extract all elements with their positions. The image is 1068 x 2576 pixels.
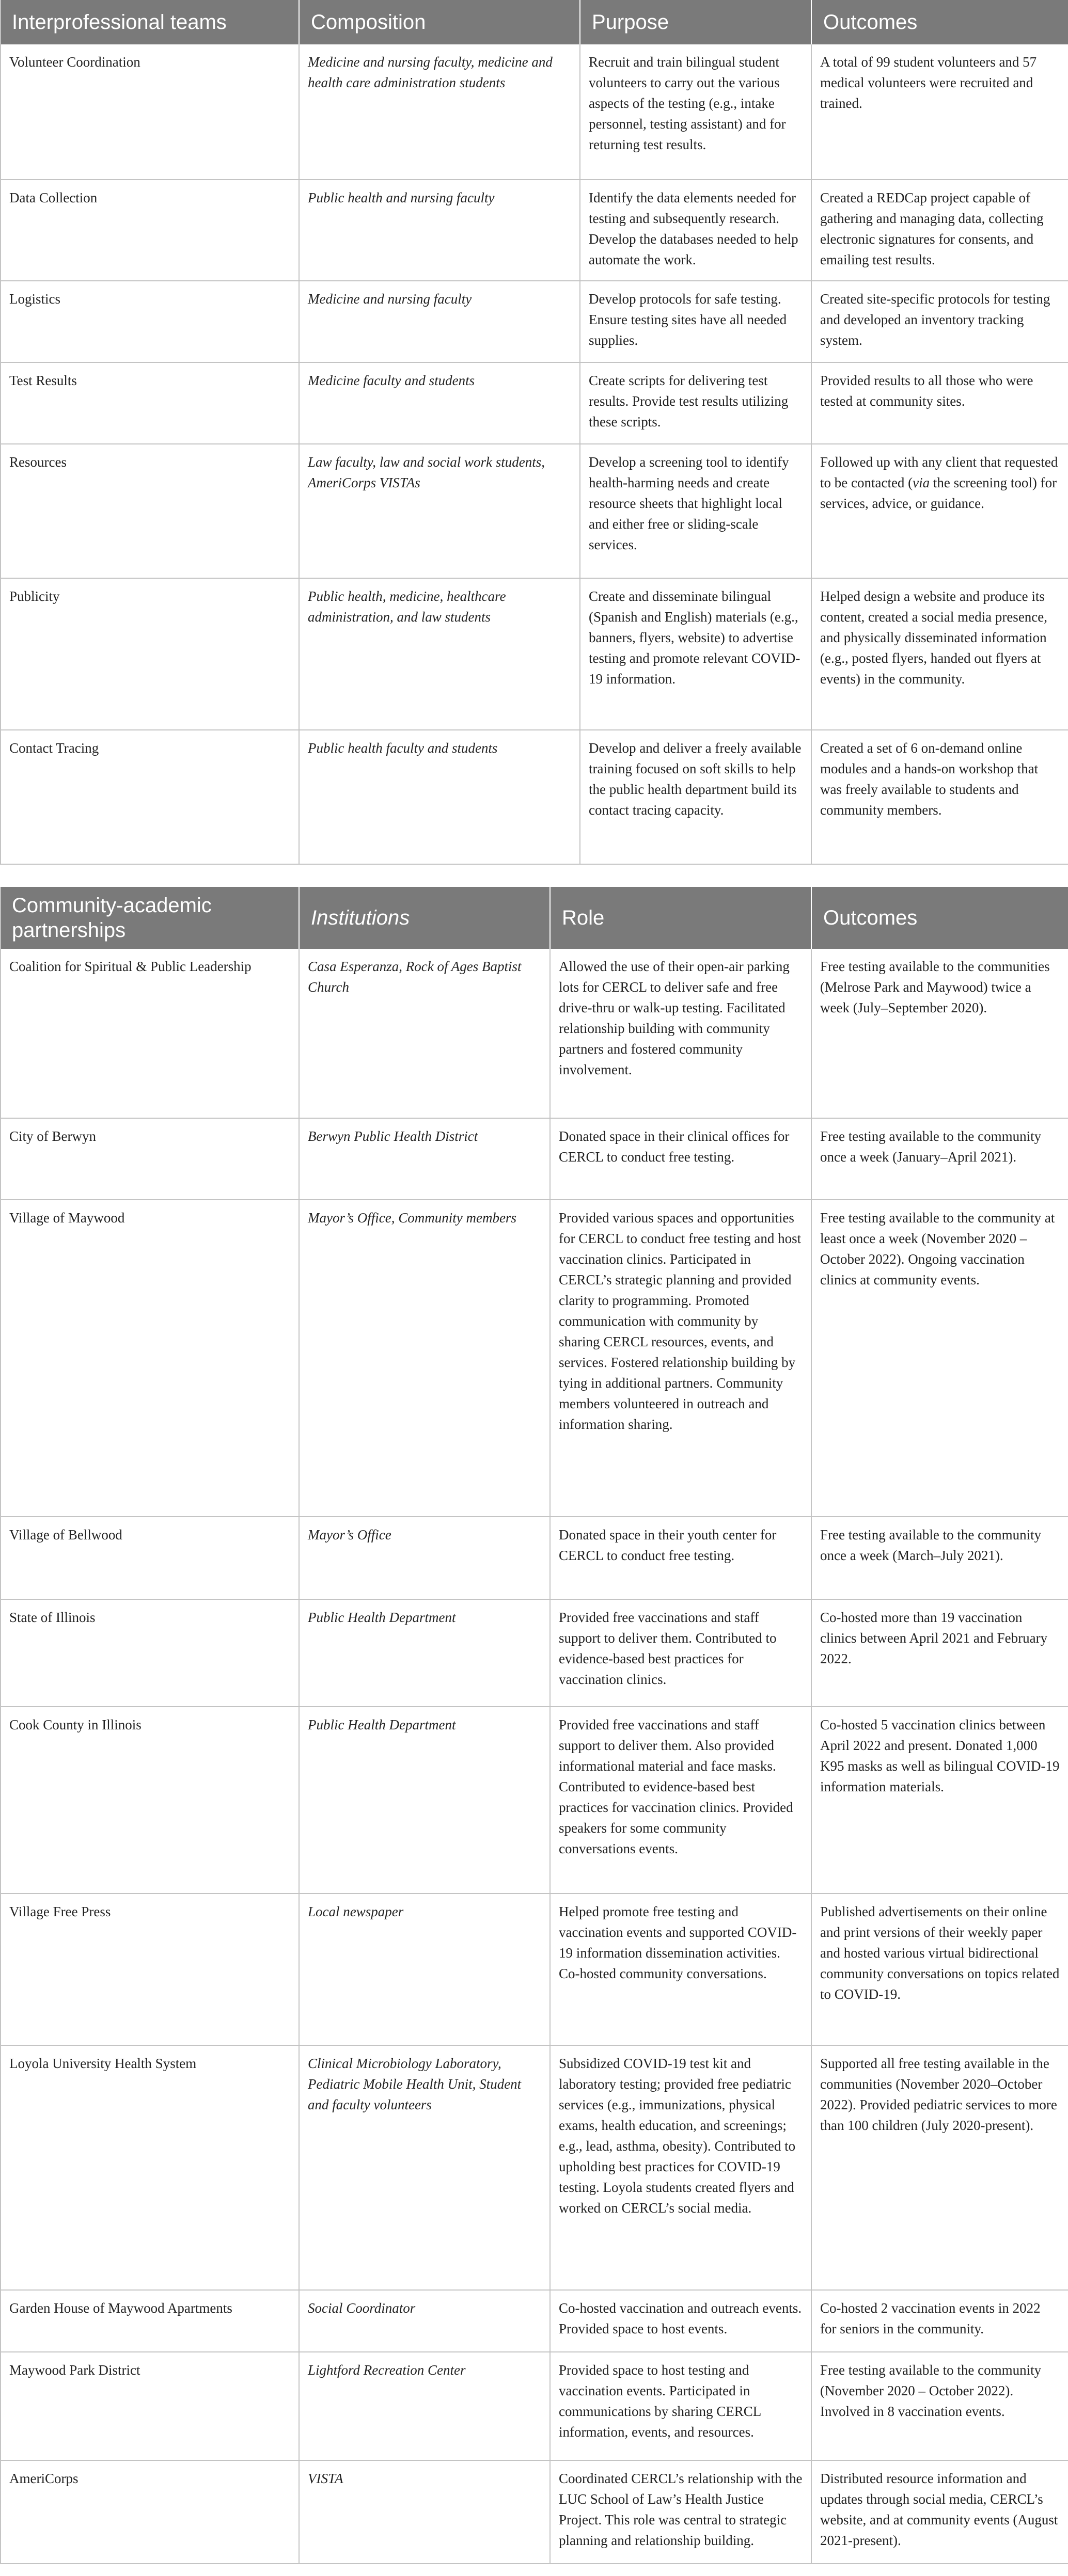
team-purpose: Identify the data elements needed for testing and subsequently research. Develop the databases needed to help automate the work. — [580, 180, 811, 281]
partner-outcomes: Free testing available to the community once a week (January–April 2021). — [811, 1118, 1068, 1200]
team-name: Data Collection — [1, 180, 299, 281]
team-purpose: Develop a screening tool to identify health-harming needs and create resource sheets that highlight local and either free or sliding-scale services. — [580, 444, 811, 578]
outcomes-emphasis: via — [913, 475, 930, 490]
partner-outcomes: Free testing available to the community once a week (March–July 2021). — [811, 1517, 1068, 1599]
partner-name: Loyola University Health System — [1, 2045, 299, 2290]
team-purpose: Recruit and train bilingual student volunteers to carry out the various aspects of the testing (e.g., intake personnel, testing assistant) and for returning test results. — [580, 44, 811, 180]
column-header: Institutions — [299, 887, 550, 949]
table-row — [1, 1118, 1068, 1200]
partner-outcomes: Distributed resource information and updates through social media, CERCL’s website, and at community events (August 2021-present). — [811, 2460, 1068, 2564]
partner-name: Maywood Park District — [1, 2352, 299, 2460]
table-row — [1, 2045, 1068, 2290]
table-row — [1, 1200, 1068, 1517]
partner-institution: Lightford Recreation Center — [299, 2352, 550, 2460]
team-outcomes: Created a set of 6 on-demand online modules and a hands-on workshop that was freely available to students and community members. — [811, 730, 1068, 864]
partner-name: Village Free Press — [1, 1894, 299, 2045]
table-row — [1, 578, 1068, 730]
partner-institution: Public Health Department — [299, 1599, 550, 1707]
outcomes-text: the screening tool) for services, advice, or guidance. — [820, 475, 1057, 511]
partner-name: Village of Maywood — [1, 1200, 299, 1517]
partner-name: Coalition for Spiritual & Public Leadership — [1, 949, 299, 1118]
partner-name: Cook County in Illinois — [1, 1707, 299, 1894]
partner-institution: Casa Esperanza, Rock of Ages Baptist Church — [299, 949, 550, 1118]
table-row — [1, 2290, 1068, 2352]
table-row — [1, 949, 1068, 1118]
partner-institution: Berwyn Public Health District — [299, 1118, 550, 1200]
team-name: Volunteer Coordination — [1, 44, 299, 180]
partner-role: Donated space in their clinical offices for CERCL to conduct free testing. — [550, 1118, 811, 1200]
table-row — [1, 44, 1068, 180]
team-composition: Medicine and nursing faculty, medicine and health care administration students — [299, 44, 580, 180]
team-outcomes: Created site-specific protocols for testing and developed an inventory tracking system. — [811, 281, 1068, 362]
team-composition: Public health and nursing faculty — [299, 180, 580, 281]
team-composition: Medicine and nursing faculty — [299, 281, 580, 362]
team-composition: Public health faculty and students — [299, 730, 580, 864]
partner-institution: Mayor’s Office, Community members — [299, 1200, 550, 1517]
table-row — [1, 730, 1068, 864]
team-outcomes: Created a REDCap project capable of gathering and managing data, collecting electronic signatures for consents, and emailing test results. — [811, 180, 1068, 281]
table-row — [1, 1894, 1068, 2045]
partner-institution: Local newspaper — [299, 1894, 550, 2045]
interprofessional-teams-table — [0, 0, 1068, 865]
partner-outcomes: Published advertisements on their online and print versions of their weekly paper and hosted various virtual bidirectional community conversations on topics related to COVID-19. — [811, 1894, 1068, 2045]
partner-name: AmeriCorps — [1, 2460, 299, 2564]
partner-outcomes: Free testing available to the community at least once a week (November 2020 – October 2022). Ongoing vaccination clinics at community events. — [811, 1200, 1068, 1517]
team-name: Publicity — [1, 578, 299, 730]
partner-role: Provided free vaccinations and staff support to deliver them. Contributed to evidence-based best practices for vaccination clinics. — [550, 1599, 811, 1707]
table-row — [1, 362, 1068, 444]
column-header: Interprofessional teams — [1, 0, 299, 44]
partner-role: Coordinated CERCL’s relationship with the LUC School of Law’s Health Justice Project. This role was central to strategic planning and relationship building. — [550, 2460, 811, 2564]
partner-role: Donated space in their youth center for CERCL to conduct free testing. — [550, 1517, 811, 1599]
partner-institution: Public Health Department — [299, 1707, 550, 1894]
table-row — [1, 1599, 1068, 1707]
table-header-row — [1, 0, 1068, 44]
partner-outcomes: Free testing available to the community (November 2020 – October 2022). Involved in 8 vaccination events. — [811, 2352, 1068, 2460]
team-composition: Medicine faculty and students — [299, 362, 580, 444]
table-row — [1, 180, 1068, 281]
team-purpose: Create and disseminate bilingual (Spanish and English) materials (e.g., banners, flyers, website) to advertise testing and promote relevant COVID-19 information. — [580, 578, 811, 730]
team-composition: Public health, medicine, healthcare administration, and law students — [299, 578, 580, 730]
column-header: Purpose — [580, 0, 811, 44]
partner-name: City of Berwyn — [1, 1118, 299, 1200]
community-partnerships-table — [0, 887, 1068, 2564]
partner-role: Co-hosted vaccination and outreach events. Provided space to host events. — [550, 2290, 811, 2352]
team-outcomes: Provided results to all those who were tested at community sites. — [811, 362, 1068, 444]
partner-outcomes: Free testing available to the communities (Melrose Park and Maywood) twice a week (July–September 2020). — [811, 949, 1068, 1118]
partner-role: Provided various spaces and opportunities for CERCL to conduct free testing and host vaccination clinics. Participated in CERCL’s strategic planning and provided clarity to programming. Promoted communication with community by sharing CERCL resources, events, and services. Fostered relationship building by tying in additional partners. Community members volunteered in outreach and information sharing. — [550, 1200, 811, 1517]
team-outcomes: Helped design a website and produce its content, created a social media presence, and physically disseminated information (e.g., posted flyers, handed out flyers at events) in the community. — [811, 578, 1068, 730]
team-name: Logistics — [1, 281, 299, 362]
table-row — [1, 1517, 1068, 1599]
table-row — [1, 2352, 1068, 2460]
team-purpose: Develop protocols for safe testing. Ensure testing sites have all needed supplies. — [580, 281, 811, 362]
outcomes-text: Followed up with any client that requested to be contacted ( — [820, 454, 1058, 490]
column-header: Outcomes — [811, 0, 1068, 44]
table-row — [1, 444, 1068, 578]
column-header: Community-academic partnerships — [1, 887, 299, 949]
partner-outcomes: Supported all free testing available in the communities (November 2020–October 2022). Provided pediatric services to more than 100 children (July 2020-present). — [811, 2045, 1068, 2290]
column-header: Role — [550, 887, 811, 949]
team-name: Contact Tracing — [1, 730, 299, 864]
table-row — [1, 2460, 1068, 2564]
team-outcomes: A total of 99 student volunteers and 57 medical volunteers were recruited and trained. — [811, 44, 1068, 180]
partner-outcomes: Co-hosted more than 19 vaccination clinics between April 2021 and February 2022. — [811, 1599, 1068, 1707]
partner-outcomes: Co-hosted 2 vaccination events in 2022 for seniors in the community. — [811, 2290, 1068, 2352]
column-header: Composition — [299, 0, 580, 44]
team-outcomes — [811, 444, 1068, 578]
partner-role: Subsidized COVID-19 test kit and laboratory testing; provided free pediatric services (e.g., immunizations, physical exams, health education, and screenings; e.g., lead, asthma, obesity). Contributed to upholding best practices for COVID-19 testing. Loyola students created flyers and worked on CERCL’s social media. — [550, 2045, 811, 2290]
partner-role: Provided space to host testing and vaccination events. Participated in communications by sharing CERCL information, events, and resources. — [550, 2352, 811, 2460]
partner-institution: VISTA — [299, 2460, 550, 2564]
partner-name: Village of Bellwood — [1, 1517, 299, 1599]
partner-institution: Mayor’s Office — [299, 1517, 550, 1599]
team-composition: Law faculty, law and social work students, AmeriCorps VISTAs — [299, 444, 580, 578]
column-header: Outcomes — [811, 887, 1068, 949]
team-purpose: Develop and deliver a freely available training focused on soft skills to help the public health department build its contact tracing capacity. — [580, 730, 811, 864]
partner-role: Allowed the use of their open-air parking lots for CERCL to deliver safe and free drive-thru or walk-up testing. Facilitated relationship building with community partners and fostered community involvement. — [550, 949, 811, 1118]
partner-outcomes: Co-hosted 5 vaccination clinics between April 2022 and present. Donated 1,000 K95 masks as well as bilingual COVID-19 information materials. — [811, 1707, 1068, 1894]
partner-role: Provided free vaccinations and staff support to deliver them. Also provided informational material and face masks. Contributed to evidence-based best practices for vaccination clinics. Provided speakers for some community conversations events. — [550, 1707, 811, 1894]
partner-role: Helped promote free testing and vaccination events and supported COVID-19 information dissemination activities. Co-hosted community conversations. — [550, 1894, 811, 2045]
team-name: Resources — [1, 444, 299, 578]
table-row — [1, 1707, 1068, 1894]
partner-institution: Clinical Microbiology Laboratory, Pediatric Mobile Health Unit, Student and faculty volunteers — [299, 2045, 550, 2290]
table-row — [1, 281, 1068, 362]
partner-name: Garden House of Maywood Apartments — [1, 2290, 299, 2352]
team-purpose: Create scripts for delivering test results. Provide test results utilizing these scripts. — [580, 362, 811, 444]
partner-name: State of Illinois — [1, 1599, 299, 1707]
team-name: Test Results — [1, 362, 299, 444]
partner-institution: Social Coordinator — [299, 2290, 550, 2352]
table-header-row — [1, 887, 1068, 949]
